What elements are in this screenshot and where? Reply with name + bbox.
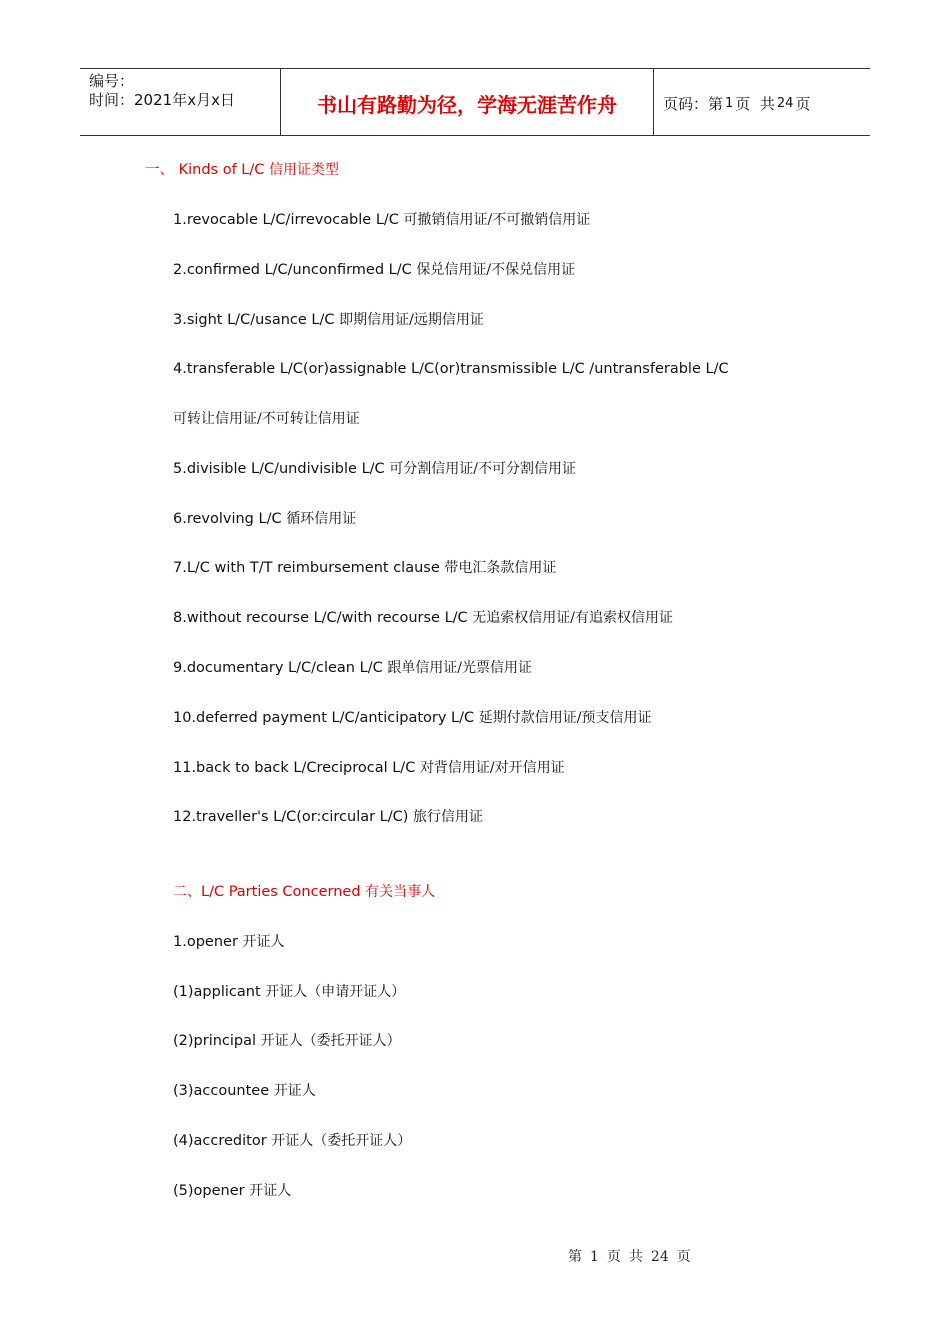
page-footer — [0, 1246, 950, 1266]
item-en: (2)principal — [173, 1033, 261, 1049]
list-item — [173, 359, 729, 379]
item-en: 12.traveller's L/C(or:circular L/C) — [173, 809, 414, 825]
list-item — [173, 1031, 401, 1051]
item-zh: 跟单信用证/光票信用证 — [387, 660, 533, 676]
list-item — [173, 409, 360, 429]
footer-current: 1 — [590, 1249, 599, 1265]
footer-prefix: 第 — [568, 1249, 582, 1265]
item-en: (1)applicant — [173, 984, 266, 1000]
item-zh: 无追索权信用证/有追索权信用证 — [472, 610, 674, 626]
item-zh: 延期付款信用证/预支信用证 — [478, 710, 652, 726]
item-zh: 开证人 — [242, 934, 285, 950]
item-zh: 旅行信用证 — [413, 809, 484, 825]
item-en: 8.without recourse L/C/with recourse L/C — [173, 610, 473, 626]
list-item — [173, 459, 576, 479]
item-zh: 可转让信用证/不可转让信用证 — [173, 411, 360, 427]
footer-suffix: 页 — [676, 1249, 691, 1265]
item-en: 1.revocable L/C/irrevocable L/C — [173, 212, 404, 228]
list-item — [173, 658, 532, 678]
list-item — [173, 1131, 411, 1151]
time-label: 时间： — [89, 91, 135, 109]
section1-heading-zh: 信用证类型 — [269, 162, 339, 178]
section2-heading-prefix: 二、 — [173, 884, 201, 900]
list-item — [173, 260, 575, 280]
item-zh: 开证人（委托开证人） — [271, 1133, 412, 1149]
list-item — [173, 509, 356, 529]
item-zh: 开证人（申请开证人） — [265, 984, 406, 1000]
item-zh: 开证人 — [273, 1083, 316, 1099]
list-item — [173, 708, 651, 728]
page-total: 24 — [776, 95, 794, 111]
item-en: 6.revolving L/C — [173, 511, 287, 527]
list-item — [173, 932, 285, 952]
item-en: 2.confirmed L/C/unconfirmed L/C — [173, 262, 417, 278]
item-en: (3)accountee — [173, 1083, 274, 1099]
item-zh: 保兑信用证/不保兑信用证 — [416, 262, 576, 278]
header-meta — [80, 69, 281, 135]
item-zh: 循环信用证 — [286, 511, 357, 527]
item-en: (5)opener — [173, 1183, 250, 1199]
item-en: (4)accreditor — [173, 1133, 272, 1149]
header-motto: 书山有路勤为径，学海无涯苦作舟 — [281, 69, 654, 135]
item-en: 4.transferable L/C(or)assignable L/C(or)transmissible L/C /untransferable L/C — [173, 361, 729, 377]
page-current: 1 — [725, 95, 734, 111]
list-item — [173, 608, 673, 628]
section1-heading-en: 一、 Kinds of L/C — [145, 162, 269, 178]
header-page-info — [654, 69, 870, 135]
item-en: 1.opener — [173, 934, 243, 950]
list-item — [173, 310, 484, 330]
list-item — [173, 807, 483, 827]
item-en: 11.back to back L/Creciprocal L/C — [173, 760, 420, 776]
item-zh: 开证人（委托开证人） — [260, 1033, 401, 1049]
list-item — [173, 1081, 316, 1101]
footer-mid2: 共 — [628, 1249, 643, 1265]
item-zh: 即期信用证/远期信用证 — [339, 312, 484, 328]
footer-total: 24 — [650, 1249, 669, 1265]
item-en: 3.sight L/C/usance L/C — [173, 312, 340, 328]
section1-heading — [145, 160, 339, 180]
section2-heading-zh: 有关当事人 — [365, 884, 436, 900]
time-line — [89, 91, 280, 110]
page-header — [80, 68, 870, 136]
item-en: 5.divisible L/C/undivisible L/C — [173, 461, 390, 477]
item-zh: 开证人 — [249, 1183, 292, 1199]
list-item — [173, 210, 590, 230]
item-zh: 可分割信用证/不可分割信用证 — [389, 461, 576, 477]
page-suffix: 页 — [795, 94, 811, 113]
item-en: 7.L/C with T/T reimbursement clause — [173, 560, 445, 576]
section2-heading-en: L/C Parties Concerned — [201, 884, 366, 900]
page-mid: 页 共 — [735, 94, 775, 113]
item-en: 10.deferred payment L/C/anticipatory L/C — [173, 710, 479, 726]
item-en: 9.documentary L/C/clean L/C — [173, 660, 388, 676]
number-label: 编号： — [89, 72, 135, 90]
item-zh: 带电汇条款信用证 — [444, 560, 557, 576]
footer-mid1: 页 — [606, 1249, 621, 1265]
list-item — [173, 982, 405, 1002]
item-zh: 对背信用证/对开信用证 — [419, 760, 565, 776]
section2-heading — [173, 882, 435, 902]
list-item — [173, 758, 565, 778]
item-zh: 可撤销信用证/不可撤销信用证 — [403, 212, 591, 228]
time-value: 2021年x月x日 — [134, 91, 235, 109]
list-item — [173, 558, 556, 578]
list-item — [173, 1181, 291, 1201]
page-prefix: 页码：第 — [663, 94, 724, 113]
